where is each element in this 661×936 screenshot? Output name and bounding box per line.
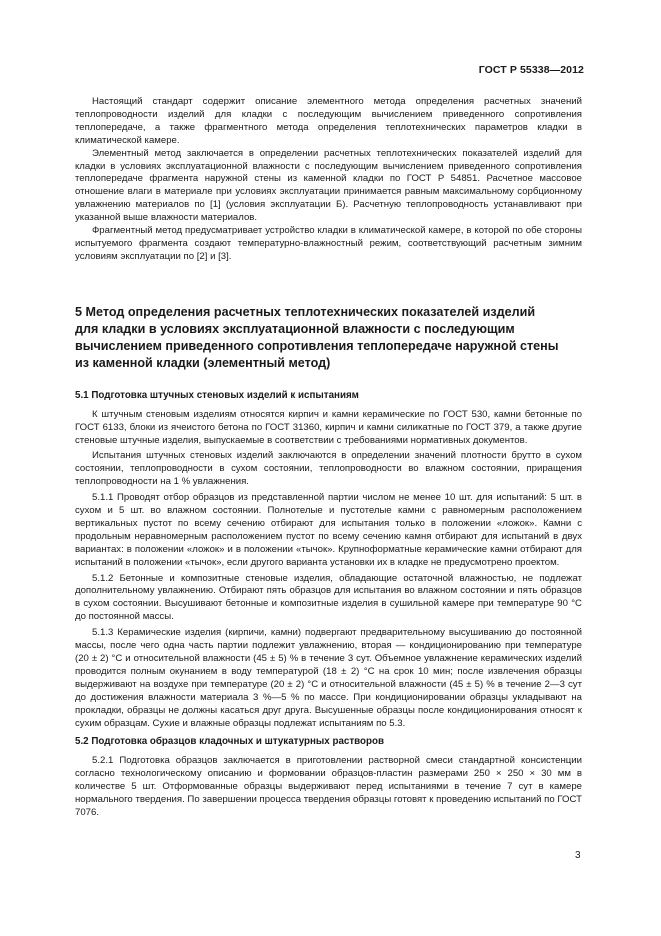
subsection-5-2-title: 5.2 Подготовка образцов кладочных и штукатурных растворов [75, 736, 385, 748]
section-5-title [75, 304, 582, 372]
page-content [75, 96, 582, 820]
subsection-5-1-paragraph-2: Испытания штучных стеновых изделий заключаются в определении значений плотности брутто в сухом состоянии, теплопроводности в сухом состоянии, теплопроводности во влажном состоянии, приращения теплопроводности на 1 % увлажнения. [75, 450, 582, 488]
subsection-5-1-paragraph-1: К штучным стеновым изделиям относятся кирпич и камни керамические по ГОСТ 530, камни бетонные по ГОСТ 6133, блоки из ячеистого бетона по ГОСТ 31360, кирпич и камни силикатные по ГОСТ 379, а также другие стеновые штучные изделия, выпускаемые в соответствии с требованиями нормативных документов. [75, 408, 582, 446]
intro-paragraph-1: Настоящий стандарт содержит описание элементного метода определения расчетных значений теплопроводности изделий для кладки с последующим вычислением приведенного сопротивления теплопередаче, а также фрагментного метода определения теплотехнических параметров кладки в климатической камере. [75, 96, 582, 146]
section-5-title-line: из каменной кладки (элементный метод) [75, 355, 331, 370]
section-5-title-line: 5 Метод определения расчетных теплотехнических показателей изделий [75, 304, 536, 319]
intro-paragraph-2: Элементный метод заключается в определении расчетных теплотехнических показателей изделий для кладки в условиях эксплуатационной влажности с последующим вычислением приведенного сопротивления теплопередаче фрагмента наружной стены из каменной кладки по ГОСТ Р 54851. Расчетное массовое отношение влаги в материале при условиях эксплуатации принимается равным максимальному сорбционному увлажнению материалов по [1] (условия эксплуатации Б). Расчетную теплопроводность устанавливают при указанной выше влажности материалов. [75, 147, 582, 224]
section-5-title-line: вычислением приведенного сопротивления теплопередаче наружной стены [75, 338, 559, 353]
document-header: ГОСТ Р 55338—2012 [478, 64, 584, 76]
section-5-title-line: для кладки в условиях эксплуатационной влажности с последующим [75, 321, 515, 336]
clause-5-1-2: 5.1.2 Бетонные и композитные стеновые изделия, обладающие остаточной влажностью, не подлежат дополнительному увлажнению. Отбирают пять образцов для испытания во влажном состоянии и пять образцов в сухом состоянии. Высушивают бетонные и композитные изделия в сушильной камере при температуре 90 °С до постоянной массы. [75, 572, 582, 623]
clause-5-1-3: 5.1.3 Керамические изделия (кирпичи, камни) подвергают предварительному высушиванию до постоянной массы, после чего одна часть партии подлежит увлажнению, вторая — кондиционированию при температуре (20 ± 2) °С и относительной влажности (45 ± 5) % в течение 3 сут. Объемное увлажнение керамических изделий проводится полным окунанием в воду температурой (18 ± 2) °С на срок 10 мин; после извлечения образцы выдерживают на воздухе при температуре (20 ± 2) °С и относительной влажности (45 ± 5) % в течение 2—3 сут до достижения влажности материала 3 %—5 % по массе. При кондиционировании образцы укладывают на прокладки, образцы не должны касаться друг друга. Высушенные образцы после кондиционирования относят к сухим образцам. Сухие и влажные образцы подлежат испытаниям по 5.3. [75, 627, 582, 729]
clause-5-2-1: 5.2.1 Подготовка образцов заключается в приготовлении растворной смеси стандартной консистенции согласно технологическому описанию и формовании образцов-пластин размерами 250 × 250 × 30 мм в количестве 5 шт. Отформованные образцы выдерживают перед испытаниями в течение 7 сут в камере нормального твердения. По завершении процесса твердения образцы готовят к проведению испытаний по ГОСТ 7076. [75, 755, 582, 818]
intro-paragraph-3: Фрагментный метод предусматривает устройство кладки в климатической камере, в которой по обе стороны испытуемого фрагмента создают температурно-влажностный режим, соответствующий расчетным зимним условиям эксплуатации по [2] и [3]. [75, 225, 582, 262]
clause-5-1-1: 5.1.1 Проводят отбор образцов из представленной партии числом не менее 10 шт. для испытаний: 5 шт. в сухом и 5 шт. во влажном состоянии. Полнотелые и пустотелые камни с равномерным расположением вертикальных пустот по всему сечению отбирают для испытания только в положении «ложок». Камни с продольным неравномерным расположением пустот по всему сечению камня отбирают для испытаний в двух вариантах: в положении «ложок» и в положении «тычок». Крупноформатные керамические камни отбирают для испытаний в положении «тычок», если другого варианта установки их в кладке не предусмотрено проектом. [75, 492, 582, 568]
page-number: 3 [575, 850, 581, 861]
subsection-5-1-title: 5.1 Подготовка штучных стеновых изделий к испытаниям [75, 389, 359, 401]
